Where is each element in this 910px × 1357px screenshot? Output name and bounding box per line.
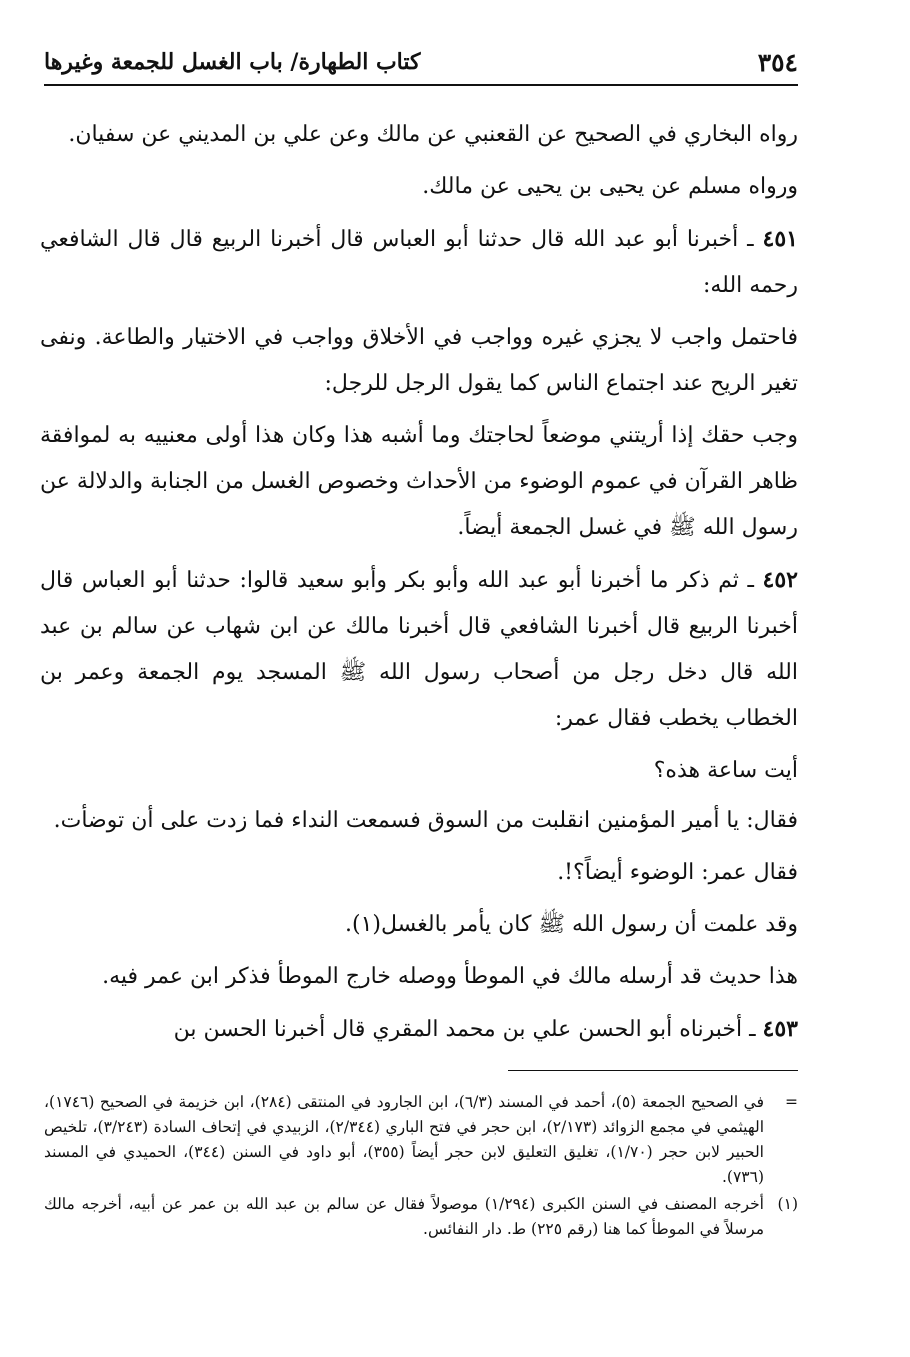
paragraph-text: فقال عمر: الوضوء أيضاً؟!. [557, 860, 798, 885]
footnote [44, 1090, 798, 1190]
paragraph-text: وجب حقك إذا أريتني موضعاً لحاجتك وما أشبه هذا وكان هذا أولى معنييه به لموافقة ظاهر القرآن في عموم الوضوء من الأحداث وخصوص الغسل من الجنابة والدلالة عن رسول الله ﷺ في غسل الجمعة أيضاً. [40, 423, 798, 540]
paragraph [40, 164, 798, 210]
footnote-text: في الصحيح الجمعة (٥)، أحمد في المسند (٦/٣)، ابن الجارود في المنتقى (٢٨٤)، ابن خزيمة في الصحيح (١٧٤٦)، الهيثمي في مجمع الزوائد (٢/١٧٣)، ابن حجر في فتح الباري (٢/٣٤٤)، الزبيدي في إتحاف السادة (٣/٢٤٣)، تلخيص الحبير لابن حجر (١/٧٠)، تغليق التعليق لابن حجر أيضاً (٣٥٥)، أبو داود في السنن (٣٤٤)، الحميدي في المسند (٧٣٦). [44, 1093, 765, 1186]
page-number: ٣٥٤ [757, 47, 798, 77]
paragraph [40, 798, 798, 844]
page-header [44, 40, 798, 86]
hadith-paragraph [40, 557, 798, 742]
paragraph [40, 902, 798, 948]
paragraph-text: ورواه مسلم عن يحيى بن يحيى عن مالك. [422, 174, 798, 199]
hadith-paragraph [40, 1006, 798, 1053]
paragraph-text: فقال: يا أمير المؤمنين انقلبت من السوق فسمعت النداء فما زدت على أن توضأت. [53, 808, 798, 833]
hadith-number: ٤٥١ [762, 226, 798, 252]
footnotes [44, 1090, 798, 1244]
footnote-marker: (١) [777, 1195, 798, 1213]
footnote-divider [508, 1070, 798, 1071]
paragraph-text: ـ ثم ذكر ما أخبرنا أبو عبد الله وأبو بكر وأبو سعيد قالوا: حدثنا أبو العباس قال أخبرنا الربيع قال أخبرنا الشافعي قال أخبرنا مالك عن ابن شهاب عن سالم بن عبد الله قال دخل رجل من أصحاب رسول الله ﷺ المسجد يوم الجمعة وعمر بن الخطاب يخطب فقال عمر: [40, 568, 798, 731]
paragraph-text: رواه البخاري في الصحيح عن القعنبي عن مالك وعن علي بن المديني عن سفيان. [68, 122, 798, 147]
paragraph [40, 315, 798, 407]
hadith-number: ٤٥٢ [762, 567, 798, 593]
paragraph-text: ـ أخبرناه أبو الحسن علي بن محمد المقري قال أخبرنا الحسن بن [173, 1017, 756, 1042]
paragraph [40, 954, 798, 1000]
paragraph [40, 850, 798, 896]
footnote [44, 1192, 798, 1242]
paragraph [40, 413, 798, 551]
paragraph-text: وقد علمت أن رسول الله ﷺ كان يأمر بالغسل(١). [344, 912, 798, 937]
paragraph [40, 748, 798, 794]
running-title: كتاب الطهارة/ باب الغسل للجمعة وغيرها [44, 49, 421, 75]
main-text [40, 112, 798, 1059]
paragraph [40, 112, 798, 158]
paragraph-text: ـ أخبرنا أبو عبد الله قال حدثنا أبو العباس قال أخبرنا الربيع قال قال الشافعي رحمه الله: [40, 227, 798, 298]
paragraph-text: أيت ساعة هذه؟ [653, 758, 798, 783]
paragraph-text: فاحتمل واجب لا يجزي غيره وواجب في الأخلاق وواجب في الاختيار والطاعة. ونفى تغير الريح عند اجتماع الناس كما يقول الرجل للرجل: [40, 325, 798, 396]
paragraph-text: هذا حديث قد أرسله مالك في الموطأ ووصله خارج الموطأ فذكر ابن عمر فيه. [102, 964, 798, 989]
hadith-number: ٤٥٣ [762, 1016, 798, 1042]
hadith-paragraph [40, 216, 798, 309]
footnote-text: أخرجه المصنف في السنن الكبرى (١/٢٩٤) موصولاً فقال عن سالم بن عبد الله بن عمر عن أبيه، أخرجه مالك مرسلاً في الموطأ كما هنا (رقم ٢٢٥) ط. دار النفائس. [44, 1195, 764, 1238]
footnote-marker: = [785, 1093, 798, 1111]
